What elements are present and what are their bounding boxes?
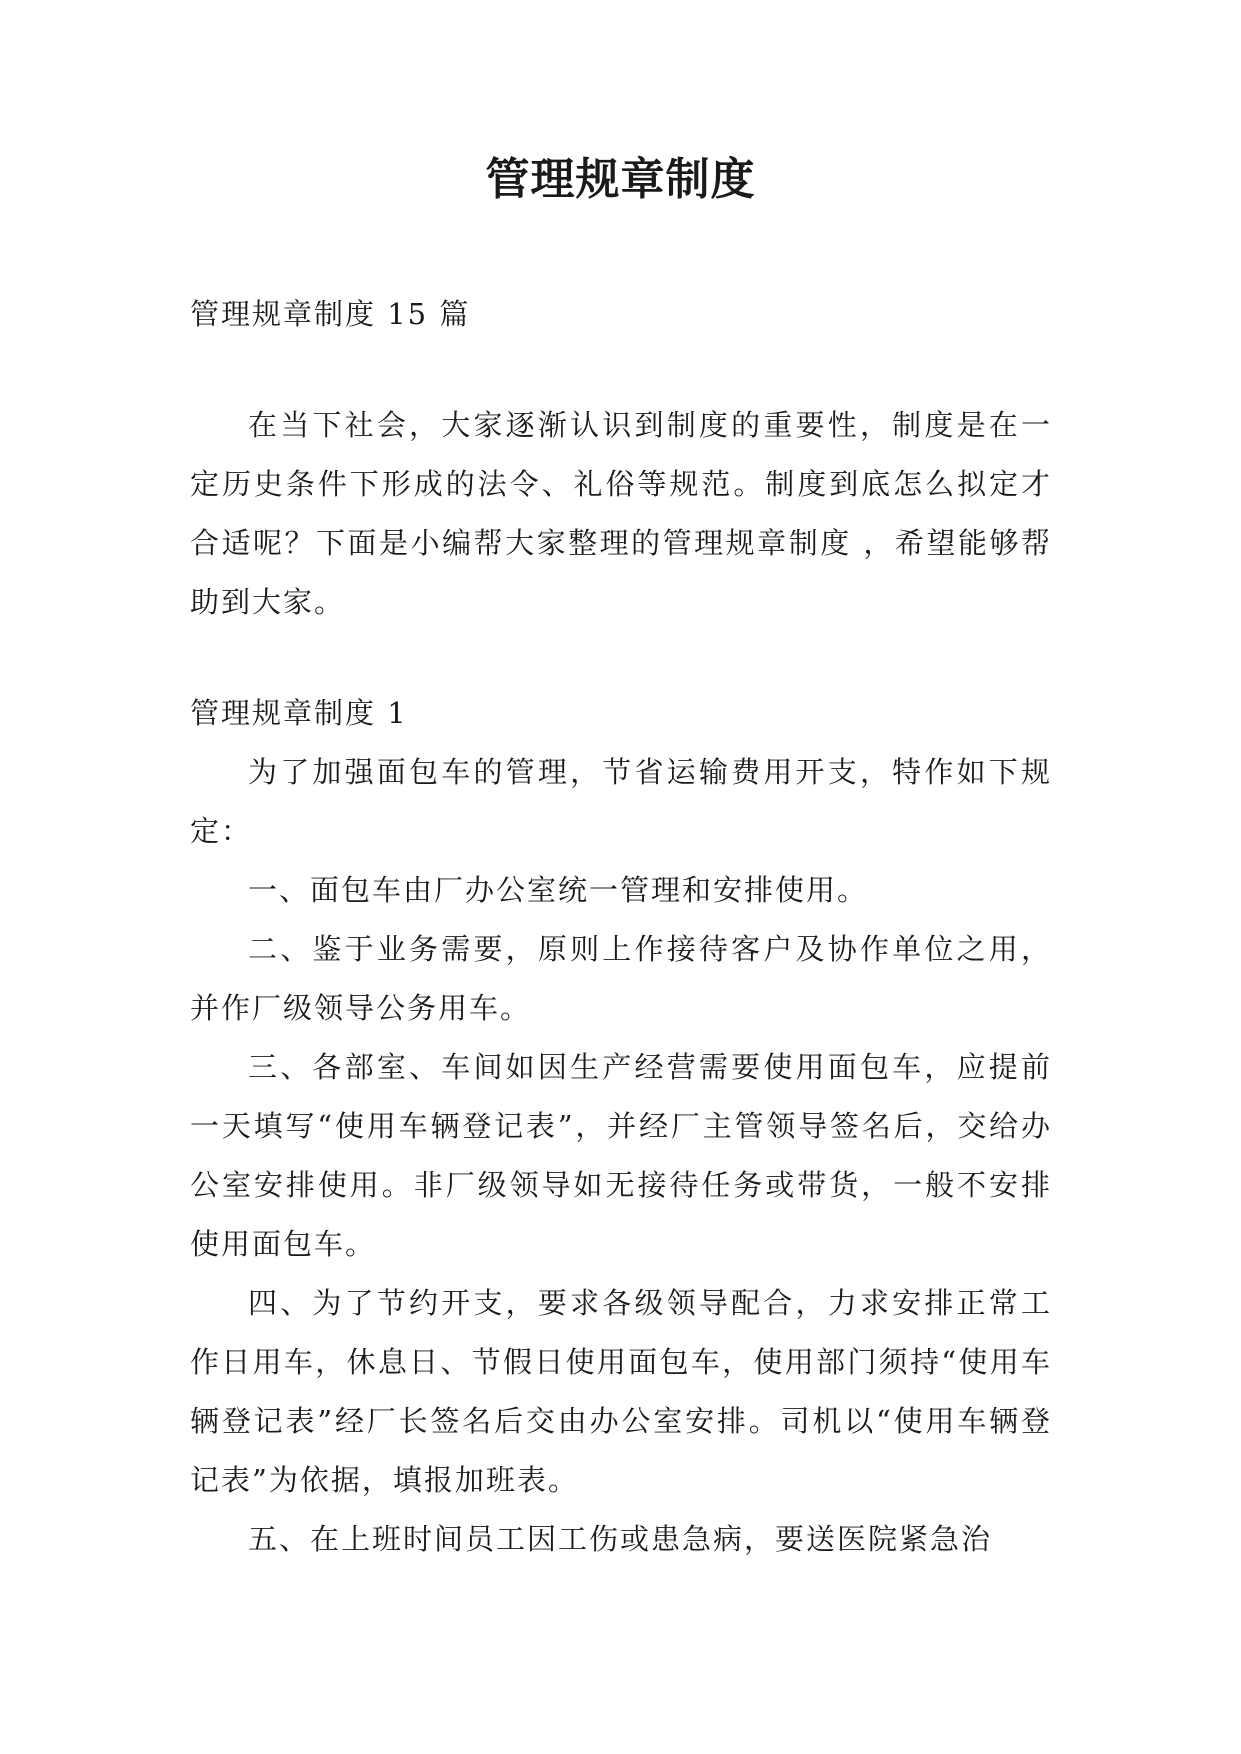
section-heading: 管理规章制度 1 — [190, 696, 408, 730]
paragraph-5: 四、为了节约开支，要求各级领导配合，力求安排正常工作日用车，休息日、节假日使用面包车，使用部门须持“使用车辆登记表”经厂长签名后交由办公室安排。司机以“使用车辆登记表”为依据，填报加班表。 — [190, 1286, 1052, 1497]
paragraph-4: 三、各部室、车间如因生产经营需要使用面包车，应提前一天填写“使用车辆登记表”，并经厂主管领导签名后，交给办公室安排使用。非厂级领导如无接待任务或带货，一般不安排使用面包车。 — [190, 1050, 1052, 1261]
intro-paragraph: 在当下社会，大家逐渐认识到制度的重要性，制度是在一定历史条件下形成的法令、礼俗等规范。制度到底怎么拟定才合适呢？下面是小编帮大家整理的管理规章制度 ，希望能够帮助到大家。 — [190, 408, 1052, 619]
document-subtitle: 管理规章制度 15 篇 — [190, 297, 471, 331]
paragraph-6: 五、在上班时间员工因工伤或患急病，要送医院紧急治 — [248, 1522, 993, 1556]
paragraph-2: 一、面包车由厂办公室统一管理和安排使用。 — [248, 873, 869, 907]
document-title: 管理规章制度 — [485, 154, 756, 205]
document-body — [190, 285, 1052, 1569]
paragraph-1: 为了加强面包车的管理，节省运输费用开支，特作如下规定： — [190, 755, 1052, 848]
paragraph-3: 二、鉴于业务需要，原则上作接待客户及协作单位之用，并作厂级领导公务用车。 — [190, 932, 1052, 1025]
